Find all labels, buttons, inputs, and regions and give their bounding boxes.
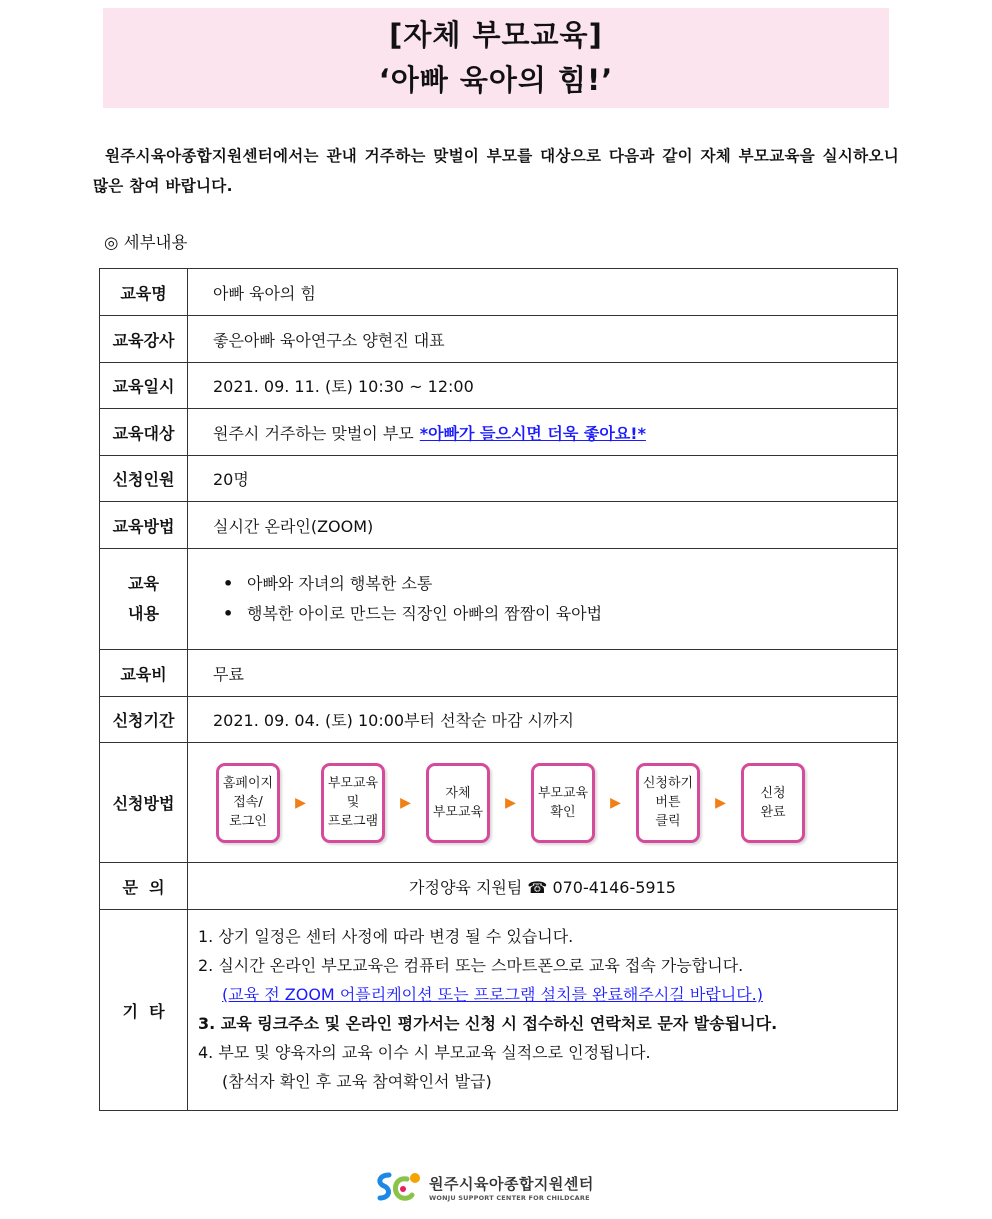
label-lecturer: 교육강사 bbox=[100, 316, 188, 363]
value-name: 아빠 육아의 힘 bbox=[188, 269, 898, 316]
label-target: 교육대상 bbox=[100, 409, 188, 456]
list-item: • 행복한 아이로 만드는 직장인 아빠의 짬짬이 육아법 bbox=[223, 599, 897, 629]
label-contact: 문 의 bbox=[100, 863, 188, 910]
step-click-apply: 신청하기 버튼 클릭 bbox=[636, 763, 700, 843]
bullet-icon: • bbox=[223, 604, 234, 623]
label-period: 신청기간 bbox=[100, 697, 188, 743]
bullet-icon: • bbox=[223, 574, 234, 593]
content-list bbox=[213, 569, 897, 629]
value-apply bbox=[188, 743, 898, 863]
step-check-edu: 부모교육 확인 bbox=[531, 763, 595, 843]
label-content-line2: 내용 bbox=[128, 604, 159, 623]
etc-line-4-note: (참석자 확인 후 교육 참여확인서 발급) bbox=[222, 1072, 492, 1091]
label-capacity: 신청인원 bbox=[100, 456, 188, 502]
label-apply: 신청방법 bbox=[100, 743, 188, 863]
row-apply bbox=[100, 743, 898, 863]
org-logo bbox=[375, 1169, 423, 1205]
arrow-right-icon: ▶ bbox=[610, 794, 621, 811]
value-datetime: 2021. 09. 11. (토) 10:30 ~ 12:00 bbox=[188, 363, 898, 409]
row-fee bbox=[100, 650, 898, 697]
org-subtitle: WONJU SUPPORT CENTER FOR CHILDCARE bbox=[429, 1193, 590, 1202]
value-contact bbox=[188, 863, 898, 910]
value-lecturer: 좋은아빠 육아연구소 양현진 대표 bbox=[188, 316, 898, 363]
arrow-right-icon: ▶ bbox=[505, 794, 516, 811]
etc-line-1: 1. 상기 일정은 센터 사정에 따라 변경 될 수 있습니다. bbox=[198, 927, 574, 946]
label-method: 교육방법 bbox=[100, 502, 188, 549]
list-item: • 아빠와 자녀의 행복한 소통 bbox=[223, 569, 897, 599]
value-capacity: 20명 bbox=[188, 456, 898, 502]
etc-line-4: 4. 부모 및 양육자의 교육 이수 시 부모교육 실적으로 인정됩니다. bbox=[198, 1043, 651, 1062]
label-content-line1: 교육 bbox=[128, 574, 159, 593]
value-content bbox=[188, 549, 898, 650]
etc-line-3: 3. 교육 링크주소 및 온라인 평가서는 신청 시 접수하신 연락처로 문자 발송됩니다. bbox=[198, 1014, 778, 1033]
label-datetime: 교육일시 bbox=[100, 363, 188, 409]
details-table bbox=[99, 268, 898, 1111]
value-fee: 무료 bbox=[188, 650, 898, 697]
contact-phone: 070-4146-5915 bbox=[552, 877, 676, 897]
arrow-right-icon: ▶ bbox=[295, 794, 306, 811]
row-capacity bbox=[100, 456, 898, 502]
title-banner bbox=[103, 8, 889, 108]
footer-text bbox=[429, 1173, 594, 1202]
label-etc: 기 타 bbox=[100, 910, 188, 1111]
target-text: 원주시 거주하는 맞벌이 부모 bbox=[213, 423, 414, 443]
row-period bbox=[100, 697, 898, 743]
value-method: 실시간 온라인(ZOOM) bbox=[188, 502, 898, 549]
step-homepage-login: 홈페이지 접속/ 로그인 bbox=[216, 763, 280, 843]
value-target bbox=[188, 409, 898, 456]
row-content bbox=[100, 549, 898, 650]
value-etc bbox=[188, 910, 898, 1111]
row-target bbox=[100, 409, 898, 456]
org-name: 원주시육아종합지원센터 bbox=[429, 1174, 594, 1193]
step-parent-edu-program: 부모교육 및 프로그램 bbox=[321, 763, 385, 843]
label-content bbox=[100, 549, 188, 650]
title-line-1: [자체 부모교육] bbox=[389, 18, 603, 52]
row-contact bbox=[100, 863, 898, 910]
row-name bbox=[100, 269, 898, 316]
label-name: 교육명 bbox=[100, 269, 188, 316]
etc-line-2: 2. 실시간 온라인 부모교육은 컴퓨터 또는 스마트폰으로 교육 접속 가능합니다. bbox=[198, 956, 744, 975]
intro-paragraph: 원주시육아종합지원센터에서는 관내 거주하는 맞벌이 부모를 대상으로 다음과 같이 자체 부모교육을 실시하오니 많은 참여 바랍니다. bbox=[93, 147, 899, 195]
label-fee: 교육비 bbox=[100, 650, 188, 697]
step-complete: 신청 완료 bbox=[741, 763, 805, 843]
logo-icon bbox=[375, 1169, 423, 1205]
footer-org bbox=[375, 1169, 594, 1205]
phone-icon: ☎ bbox=[527, 877, 548, 897]
arrow-right-icon: ▶ bbox=[400, 794, 411, 811]
arrow-right-icon: ▶ bbox=[715, 794, 726, 811]
apply-flow bbox=[188, 763, 897, 843]
target-highlight: *아빠가 들으시면 더욱 좋아요!* bbox=[419, 423, 646, 443]
contact-team: 가정양육 지원팀 bbox=[409, 877, 523, 897]
title-line-2: ‘아빠 육아의 힘!’ bbox=[378, 63, 614, 97]
etc-line-2-note: (교육 전 ZOOM 어플리케이션 또는 프로그램 설치를 완료해주시길 바랍니다.) bbox=[222, 985, 763, 1004]
value-period: 2021. 09. 04. (토) 10:00부터 선착순 마감 시까지 bbox=[188, 697, 898, 743]
row-lecturer bbox=[100, 316, 898, 363]
section-title: ◎ 세부내용 bbox=[104, 233, 188, 252]
step-own-parent-edu: 자체 부모교육 bbox=[426, 763, 490, 843]
row-method bbox=[100, 502, 898, 549]
row-datetime bbox=[100, 363, 898, 409]
row-etc bbox=[100, 910, 898, 1111]
